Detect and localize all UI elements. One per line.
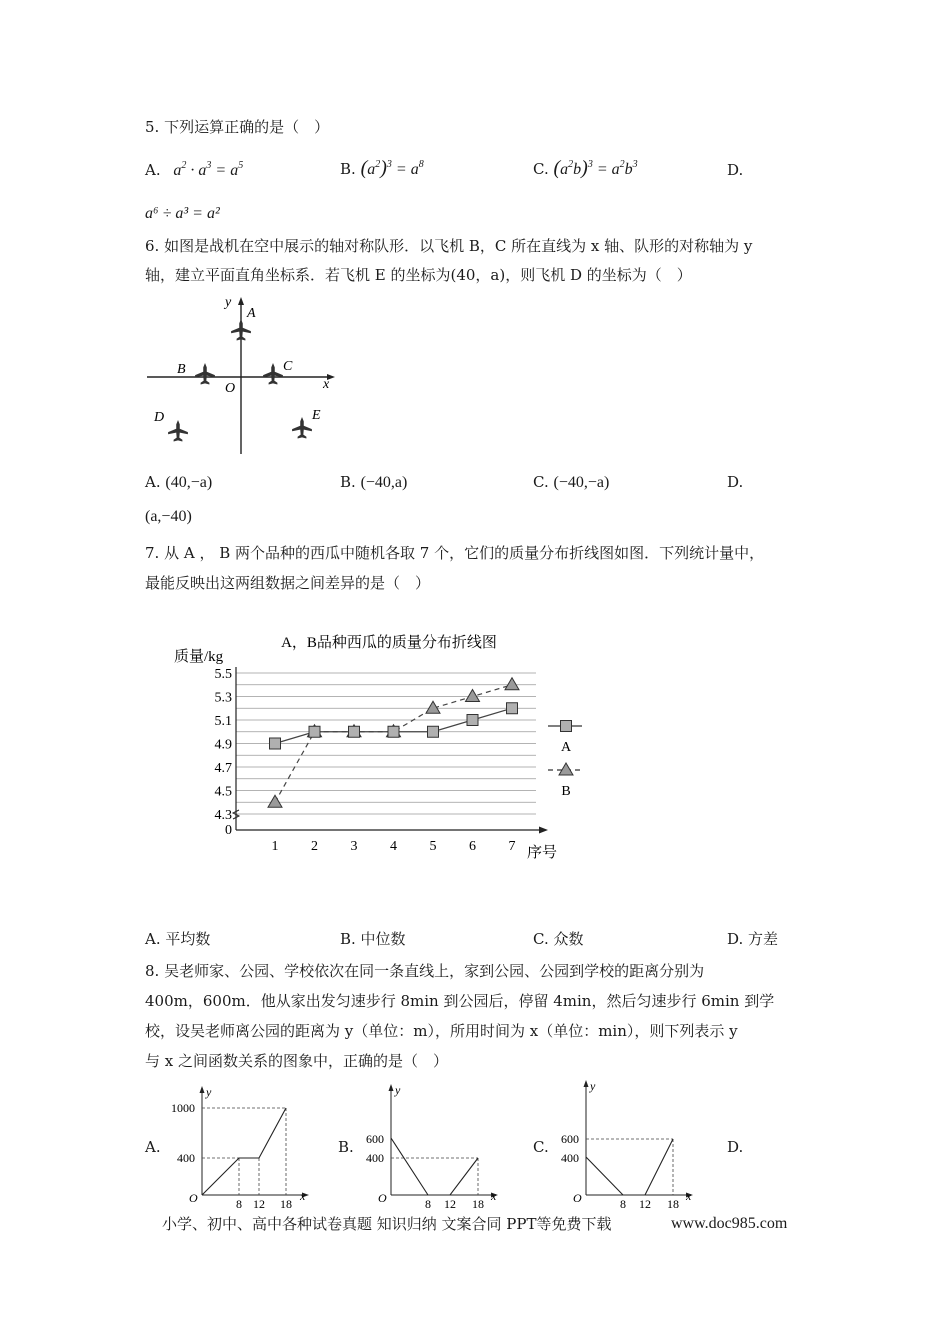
- chart-ytick: 5.5: [214, 667, 232, 682]
- legend-B-marker: [559, 763, 573, 775]
- q6-origin-label: O: [225, 381, 236, 396]
- q6-b-label: B: [177, 362, 186, 377]
- chart-ytick-zero: 0: [225, 823, 232, 838]
- legend-B-label: B: [561, 784, 571, 799]
- chart-xtick: 7: [508, 839, 516, 854]
- series-B-point: [466, 690, 480, 702]
- q6-d-label: D: [154, 410, 165, 425]
- series-B-point: [505, 678, 519, 690]
- q8-line2: 400m，600m．他从家出发匀速步行 8min 到公园后，停留 4min，然后匀速步行 6min 到学: [145, 992, 775, 1010]
- q5-c-label: C.: [533, 160, 549, 178]
- gc-x: x: [686, 1189, 692, 1203]
- ga-xtick-18: 18: [280, 1197, 292, 1211]
- q8-a-label: A.: [145, 1138, 161, 1156]
- q6-c-opt: (−40,−a): [553, 474, 610, 491]
- ga-xtick-12: 12: [253, 1197, 265, 1211]
- plane-c-icon: [263, 363, 283, 384]
- axis-break-icon: [233, 810, 239, 819]
- q6-c-opt-label: C.: [533, 473, 549, 491]
- gb-o: O: [378, 1191, 387, 1205]
- series-A-point: [428, 726, 439, 737]
- gb-xtick-8: 8: [425, 1197, 431, 1211]
- q7-option-c: C. 众数: [533, 930, 584, 948]
- chart-xtick: 6: [469, 839, 476, 854]
- q6-a-opt-label: A.: [145, 473, 161, 491]
- q5-option-d-expr: a⁶ ÷ a³ = a²: [145, 205, 220, 222]
- chart-ytick: 4.7: [214, 761, 232, 776]
- gb-y: y: [395, 1083, 401, 1097]
- q6-b-opt-label: B.: [340, 473, 356, 491]
- q5-b-expr: $(a^2)^3 = a^8$: [360, 157, 424, 179]
- q8-b-label: B.: [338, 1138, 354, 1156]
- series-A-point: [309, 726, 320, 737]
- q6-c-label: C: [283, 359, 293, 374]
- q6-y-label: y: [225, 295, 232, 310]
- q7-line2: 最能反映出这两组数据之间差异的是（ ）: [145, 574, 431, 592]
- gb-xtick-12: 12: [444, 1197, 456, 1211]
- q6-line1: 6. 如图是战机在空中展示的轴对称队形．以飞机 B，C 所在直线为 x 轴、队形的对称轴为 y: [145, 237, 753, 255]
- chart-title: A，B品种西瓜的质量分布折线图: [281, 635, 497, 651]
- chart-xtick: 3: [350, 839, 358, 854]
- gc-xtick-8: 8: [620, 1197, 626, 1211]
- plane-a-icon: [231, 319, 251, 340]
- q5-option-d-label: D.: [727, 161, 744, 179]
- q7-line-chart: [170, 625, 590, 865]
- q6-e-label: E: [312, 408, 321, 423]
- q7-option-d: D. 方差: [727, 930, 779, 948]
- legend-A-marker: [561, 721, 572, 732]
- q8-line3: 校，设吴老师离公园的距离为 y（单位：m），所用时间为 x（单位：min），则下列表示 y: [145, 1022, 738, 1040]
- gb-x: x: [491, 1189, 497, 1203]
- q5-option-a: [145, 160, 243, 181]
- series-A-point: [467, 715, 478, 726]
- q8-graph-c: [552, 1070, 702, 1211]
- chart-ytick: 5.3: [214, 690, 232, 706]
- chart-xtick: 5: [429, 839, 437, 854]
- q8-c-label: C.: [533, 1138, 549, 1156]
- q8-line4: 与 x 之间函数关系的图象中，正确的是（ ）: [145, 1052, 448, 1070]
- legend-A-label: A: [560, 740, 572, 755]
- q8-d-label: D.: [727, 1138, 744, 1156]
- q8-graph-a: [165, 1082, 315, 1211]
- q5-option-c: [533, 158, 638, 180]
- chart-ytick: 5.1: [214, 714, 232, 729]
- q7-line1: 7. 从 A ， B 两个品种的西瓜中随机各取 7 个，它们的质量分布折线图如图．下列统计量中，: [145, 544, 765, 562]
- q6-x-label: x: [323, 377, 330, 392]
- ga-x: x: [300, 1189, 306, 1203]
- plane-e-icon: [292, 417, 312, 438]
- chart-xlabel: 序号: [526, 845, 558, 861]
- gb-xtick-18: 18: [472, 1197, 484, 1211]
- chart-xtick: 4: [390, 839, 397, 854]
- ga-ytick-400: 400: [177, 1151, 195, 1165]
- gc-o: O: [573, 1191, 582, 1205]
- q5-a-label: A.: [145, 161, 161, 179]
- gc-ytick-600: 600: [561, 1132, 579, 1146]
- series-A-point: [349, 726, 360, 737]
- q6-option-d-label: D.: [727, 473, 744, 491]
- q5-c-expr: $(a^2b)^3 = a^2b^3$: [553, 157, 638, 179]
- q5-a-expr: $a^2 \cdot a^3 = a^5$: [173, 160, 244, 179]
- gb-ytick-400: 400: [366, 1151, 384, 1165]
- q5-option-b: [340, 158, 424, 180]
- series-A-point: [507, 703, 518, 714]
- q7-option-b: B. 中位数: [340, 930, 406, 948]
- q6-option-a: [145, 472, 212, 493]
- gc-y: y: [590, 1079, 596, 1093]
- q6-a-label: A: [247, 306, 256, 321]
- q6-line2: 轴，建立平面直角坐标系．若飞机 E 的坐标为(40，a)，则飞机 D 的坐标为（ ）: [145, 266, 692, 284]
- chart-xtick: 2: [311, 839, 318, 854]
- footer-url[interactable]: www.doc985.com: [671, 1215, 788, 1232]
- series-A-point: [270, 738, 281, 749]
- q8-line1: 8. 吴老师家、公园、学校依次在同一条直线上，家到公园、公园到学校的距离分别为: [145, 962, 705, 980]
- q5-stem: 5. 下列运算正确的是（ ）: [145, 118, 330, 136]
- plane-d-icon: [168, 420, 188, 441]
- chart-ytick: 4.5: [214, 784, 232, 800]
- series-A-point: [388, 726, 399, 737]
- ga-o: O: [189, 1191, 198, 1205]
- q6-option-d: (a,−40): [145, 508, 192, 525]
- q5-b-label: B.: [340, 160, 356, 178]
- series-B-point: [268, 795, 282, 807]
- chart-ytick: 4.3: [214, 808, 232, 823]
- ga-ytick-1000: 1000: [171, 1101, 195, 1115]
- ga-xtick-8: 8: [236, 1197, 242, 1211]
- q6-a-opt: (40,−a): [165, 474, 213, 491]
- gb-ytick-600: 600: [366, 1132, 384, 1146]
- gc-xtick-12: 12: [639, 1197, 651, 1211]
- chart-xtick: 1: [271, 839, 279, 854]
- footer-text: 小学、初中、高中各种试卷真题 知识归纳 文案合同 PPT等免费下载: [162, 1215, 612, 1233]
- q6-b-opt: (−40,a): [360, 474, 408, 491]
- gc-ytick-400: 400: [561, 1151, 579, 1165]
- chart-ylabel: 质量/kg: [174, 649, 224, 665]
- gc-xtick-18: 18: [667, 1197, 679, 1211]
- q6-option-c: [533, 472, 609, 493]
- q7-option-a: A. 平均数: [145, 930, 211, 948]
- q6-figure: [145, 294, 340, 456]
- plane-b-icon: [195, 363, 215, 384]
- q6-option-b: [340, 472, 407, 493]
- chart-ytick: 4.9: [214, 737, 232, 753]
- q8-graph-b: [358, 1070, 508, 1211]
- ga-y: y: [206, 1085, 212, 1099]
